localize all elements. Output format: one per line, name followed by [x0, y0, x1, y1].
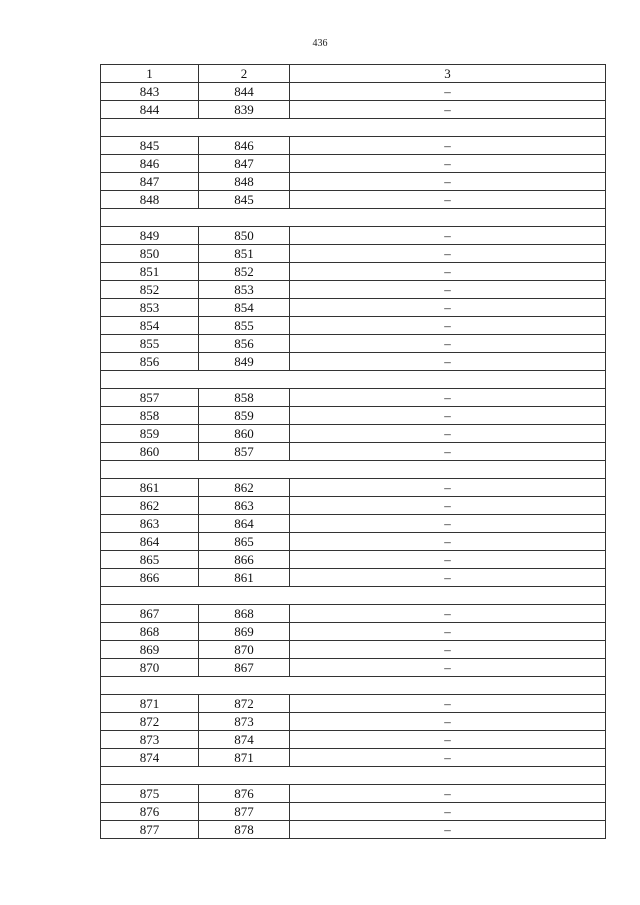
table-row — [101, 245, 606, 263]
table-row — [101, 659, 606, 677]
table-row — [101, 731, 606, 749]
table-cell-col-2: 873 — [199, 713, 290, 731]
table-cell-col-2: 856 — [199, 335, 290, 353]
table-row — [101, 551, 606, 569]
table-cell-col-3: – — [290, 605, 606, 623]
table-cell-col-1: 868 — [101, 623, 199, 641]
table-cell-col-1: 851 — [101, 263, 199, 281]
table-cell-col-2: 862 — [199, 479, 290, 497]
table-row — [101, 83, 606, 101]
table-cell-col-2: 860 — [199, 425, 290, 443]
table-cell-col-2: 848 — [199, 173, 290, 191]
table-cell-col-2: 863 — [199, 497, 290, 515]
header-col-2: 2 — [199, 65, 290, 83]
table-cell-col-3: – — [290, 227, 606, 245]
table-cell-col-1: 860 — [101, 443, 199, 461]
table-cell-col-1: 844 — [101, 101, 199, 119]
table-cell-col-3: – — [290, 389, 606, 407]
table-cell-col-2: 845 — [199, 191, 290, 209]
table-cell-col-1: 859 — [101, 425, 199, 443]
table-cell-col-2: 854 — [199, 299, 290, 317]
table-cell-col-3: – — [290, 569, 606, 587]
table-cell-col-1: 857 — [101, 389, 199, 407]
table-cell-col-3: – — [290, 785, 606, 803]
table-cell-col-3: – — [290, 479, 606, 497]
header-col-1: 1 — [101, 65, 199, 83]
table-cell-col-1: 876 — [101, 803, 199, 821]
table-row — [101, 263, 606, 281]
table-cell-col-2: 858 — [199, 389, 290, 407]
table-cell-col-1: 871 — [101, 695, 199, 713]
table-cell-col-1: 854 — [101, 317, 199, 335]
table-row — [101, 317, 606, 335]
table-cell-col-3: – — [290, 803, 606, 821]
table-row — [101, 695, 606, 713]
table-cell-col-1: 846 — [101, 155, 199, 173]
table-row — [101, 479, 606, 497]
table-cell-col-1: 848 — [101, 191, 199, 209]
table-cell-col-2: 839 — [199, 101, 290, 119]
table-row — [101, 173, 606, 191]
table-cell-col-3: – — [290, 137, 606, 155]
group-separator-row — [101, 119, 606, 137]
table-cell-col-2: 878 — [199, 821, 290, 839]
table-cell-col-2: 847 — [199, 155, 290, 173]
table-row — [101, 803, 606, 821]
table-cell-col-2: 869 — [199, 623, 290, 641]
table-cell-col-1: 865 — [101, 551, 199, 569]
table-cell-col-2: 844 — [199, 83, 290, 101]
group-separator-cell — [101, 371, 606, 389]
table-cell-col-2: 851 — [199, 245, 290, 263]
page-number: 436 — [312, 38, 328, 49]
table-row — [101, 335, 606, 353]
table-cell-col-3: – — [290, 695, 606, 713]
group-separator-row — [101, 209, 606, 227]
table-cell-col-1: 866 — [101, 569, 199, 587]
data-table — [100, 64, 606, 839]
table-cell-col-3: – — [290, 317, 606, 335]
table-cell-col-1: 847 — [101, 173, 199, 191]
table-cell-col-2: 852 — [199, 263, 290, 281]
table-cell-col-3: – — [290, 551, 606, 569]
table-cell-col-2: 870 — [199, 641, 290, 659]
header-col-3: 3 — [290, 65, 606, 83]
table-cell-col-2: 871 — [199, 749, 290, 767]
table-cell-col-3: – — [290, 281, 606, 299]
table-row — [101, 605, 606, 623]
table-cell-col-2: 861 — [199, 569, 290, 587]
table-cell-col-2: 876 — [199, 785, 290, 803]
table-row — [101, 533, 606, 551]
table-row — [101, 407, 606, 425]
table-row — [101, 353, 606, 371]
table-cell-col-1: 863 — [101, 515, 199, 533]
table-cell-col-3: – — [290, 155, 606, 173]
table-cell-col-3: – — [290, 749, 606, 767]
table-cell-col-1: 856 — [101, 353, 199, 371]
table-cell-col-1: 855 — [101, 335, 199, 353]
table-cell-col-2: 850 — [199, 227, 290, 245]
group-separator-cell — [101, 767, 606, 785]
table-cell-col-1: 849 — [101, 227, 199, 245]
table-cell-col-1: 862 — [101, 497, 199, 515]
table-row — [101, 515, 606, 533]
table-cell-col-3: – — [290, 533, 606, 551]
group-separator-cell — [101, 119, 606, 137]
table-cell-col-3: – — [290, 83, 606, 101]
table-cell-col-1: 864 — [101, 533, 199, 551]
table-row — [101, 281, 606, 299]
table-cell-col-3: – — [290, 515, 606, 533]
table-cell-col-3: – — [290, 335, 606, 353]
table-cell-col-3: – — [290, 101, 606, 119]
table-cell-col-2: 877 — [199, 803, 290, 821]
table-cell-col-1: 874 — [101, 749, 199, 767]
table-cell-col-3: – — [290, 731, 606, 749]
table-cell-col-2: 859 — [199, 407, 290, 425]
table-cell-col-1: 845 — [101, 137, 199, 155]
table-cell-col-3: – — [290, 263, 606, 281]
table-row — [101, 641, 606, 659]
table-cell-col-1: 843 — [101, 83, 199, 101]
table-row — [101, 749, 606, 767]
table-row — [101, 137, 606, 155]
table-cell-col-2: 849 — [199, 353, 290, 371]
table-cell-col-3: – — [290, 713, 606, 731]
table-cell-col-3: – — [290, 659, 606, 677]
table-cell-col-1: 853 — [101, 299, 199, 317]
table-cell-col-3: – — [290, 173, 606, 191]
table-cell-col-1: 875 — [101, 785, 199, 803]
table-cell-col-2: 857 — [199, 443, 290, 461]
table-cell-col-2: 867 — [199, 659, 290, 677]
table-row — [101, 191, 606, 209]
table-row — [101, 785, 606, 803]
group-separator-row — [101, 587, 606, 605]
table-row — [101, 713, 606, 731]
table-cell-col-3: – — [290, 245, 606, 263]
table-cell-col-1: 870 — [101, 659, 199, 677]
table-cell-col-2: 853 — [199, 281, 290, 299]
table-row — [101, 155, 606, 173]
table-cell-col-3: – — [290, 191, 606, 209]
table-cell-col-3: – — [290, 623, 606, 641]
table-cell-col-3: – — [290, 425, 606, 443]
table-cell-col-2: 874 — [199, 731, 290, 749]
group-separator-row — [101, 371, 606, 389]
group-separator-row — [101, 677, 606, 695]
table-cell-col-1: 869 — [101, 641, 199, 659]
table-row — [101, 425, 606, 443]
table-cell-col-1: 861 — [101, 479, 199, 497]
table-row — [101, 389, 606, 407]
group-separator-cell — [101, 587, 606, 605]
table-cell-col-2: 872 — [199, 695, 290, 713]
table-row — [101, 443, 606, 461]
table-cell-col-3: – — [290, 641, 606, 659]
table-cell-col-1: 877 — [101, 821, 199, 839]
table-row — [101, 497, 606, 515]
table-cell-col-1: 850 — [101, 245, 199, 263]
table-cell-col-2: 868 — [199, 605, 290, 623]
table-row — [101, 299, 606, 317]
header-row — [101, 65, 606, 83]
group-separator-row — [101, 767, 606, 785]
table-cell-col-1: 867 — [101, 605, 199, 623]
group-separator-cell — [101, 461, 606, 479]
table-cell-col-3: – — [290, 497, 606, 515]
table-cell-col-3: – — [290, 443, 606, 461]
table-body — [101, 83, 606, 839]
table-cell-col-2: 865 — [199, 533, 290, 551]
table-cell-col-1: 873 — [101, 731, 199, 749]
table-cell-col-2: 855 — [199, 317, 290, 335]
group-separator-cell — [101, 209, 606, 227]
table-cell-col-1: 852 — [101, 281, 199, 299]
table-cell-col-1: 858 — [101, 407, 199, 425]
table-cell-col-1: 872 — [101, 713, 199, 731]
table-row — [101, 227, 606, 245]
table-cell-col-3: – — [290, 299, 606, 317]
table-cell-col-3: – — [290, 407, 606, 425]
table-cell-col-2: 866 — [199, 551, 290, 569]
table-row — [101, 101, 606, 119]
group-separator-row — [101, 461, 606, 479]
table-row — [101, 569, 606, 587]
table-row — [101, 623, 606, 641]
table-cell-col-2: 846 — [199, 137, 290, 155]
group-separator-cell — [101, 677, 606, 695]
table-cell-col-3: – — [290, 353, 606, 371]
table-cell-col-2: 864 — [199, 515, 290, 533]
table-row — [101, 821, 606, 839]
table-cell-col-3: – — [290, 821, 606, 839]
